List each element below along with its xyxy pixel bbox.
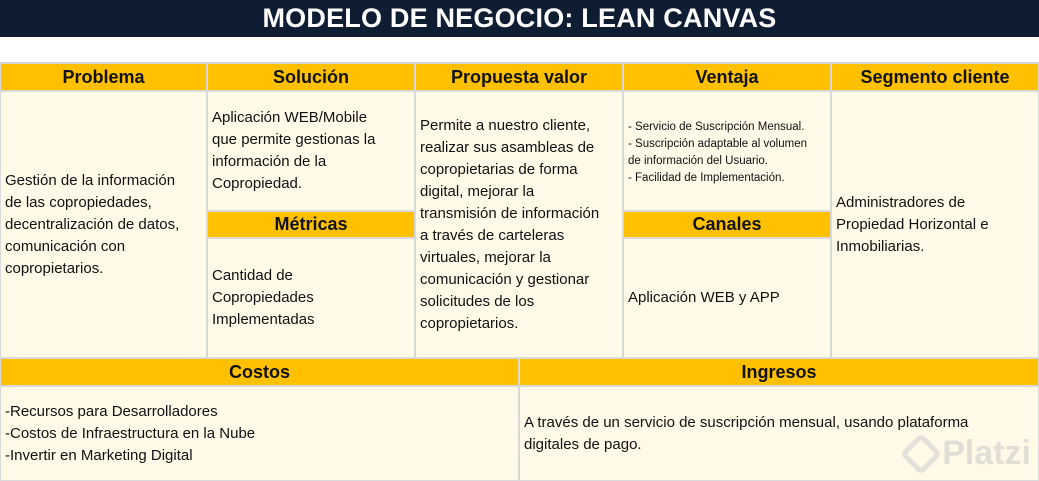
- page-title-text: MODELO DE NEGOCIO: LEAN CANVAS: [262, 3, 777, 33]
- header-ventaja-label: Ventaja: [695, 66, 759, 87]
- costos-text: -Recursos para Desarrolladores -Costos de Infraestructura en la Nube -Invertir en Marketing Digital: [5, 402, 256, 464]
- ventaja-text: - Servicio de Suscripción Mensual. - Suscripción adaptable al volumen de información del Usuario. - Facilidad de Implementación.: [628, 121, 807, 184]
- cell-canales: [623, 238, 831, 358]
- header-costos-label: Costos: [228, 361, 290, 382]
- platzi-watermark: [906, 434, 1031, 473]
- solucion-text: Aplicación WEB/Mobile que permite gestionas la información de la Copropiedad.: [212, 109, 376, 192]
- cell-propuesta-valor: [415, 91, 623, 358]
- cell-ventaja: [623, 91, 831, 211]
- header-ingresos: [519, 358, 1039, 386]
- header-metricas: [207, 211, 415, 238]
- cell-segmento-cliente: [831, 91, 1039, 358]
- header-costos: [0, 358, 519, 386]
- spacer-row: [0, 37, 1039, 63]
- problema-text: Gestión de la información de las copropiedades, decentralización de datos, comunicación con copropietarios.: [5, 171, 180, 277]
- header-canales-label: Canales: [692, 214, 762, 234]
- platzi-logo-icon: [900, 432, 942, 474]
- header-solucion: [207, 63, 415, 91]
- header-propuesta-valor-label: Propuesta valor: [450, 66, 588, 87]
- header-solucion-label: Solución: [273, 66, 349, 87]
- header-ventaja: [623, 63, 831, 91]
- metricas-text: Cantidad de Copropiedades Implementadas: [212, 267, 315, 328]
- header-ingresos-label: Ingresos: [741, 361, 817, 382]
- header-segmento-cliente: [831, 63, 1039, 91]
- watermark-text: Platzi: [942, 434, 1031, 472]
- segmento-cliente-text: Administradores de Propiedad Horizontal e Inmobiliarias.: [836, 193, 989, 255]
- header-problema-label: Problema: [62, 66, 145, 87]
- ingresos-text: A través de un servicio de suscripción mensual, usando plataforma digitales de pago.: [524, 413, 969, 453]
- header-propuesta-valor: [415, 63, 623, 91]
- header-problema: [0, 63, 207, 91]
- cell-costos: [0, 386, 519, 481]
- header-metricas-label: Métricas: [274, 214, 348, 234]
- page-title: [0, 0, 1039, 37]
- header-segmento-cliente-label: Segmento cliente: [860, 66, 1010, 87]
- cell-solucion: [207, 91, 415, 211]
- propuesta-valor-text: Permite a nuestro cliente, realizar sus asambleas de copropietarias de forma digital, mejorar la transmisión de información a través de carteleras virtuales, mejorar la comunicación y gestionar solicitudes de los copropietarios.: [420, 116, 600, 332]
- cell-problema: [0, 91, 207, 358]
- canales-text: Aplicación WEB y APP: [628, 289, 780, 306]
- header-canales: [623, 211, 831, 238]
- cell-metricas: [207, 238, 415, 358]
